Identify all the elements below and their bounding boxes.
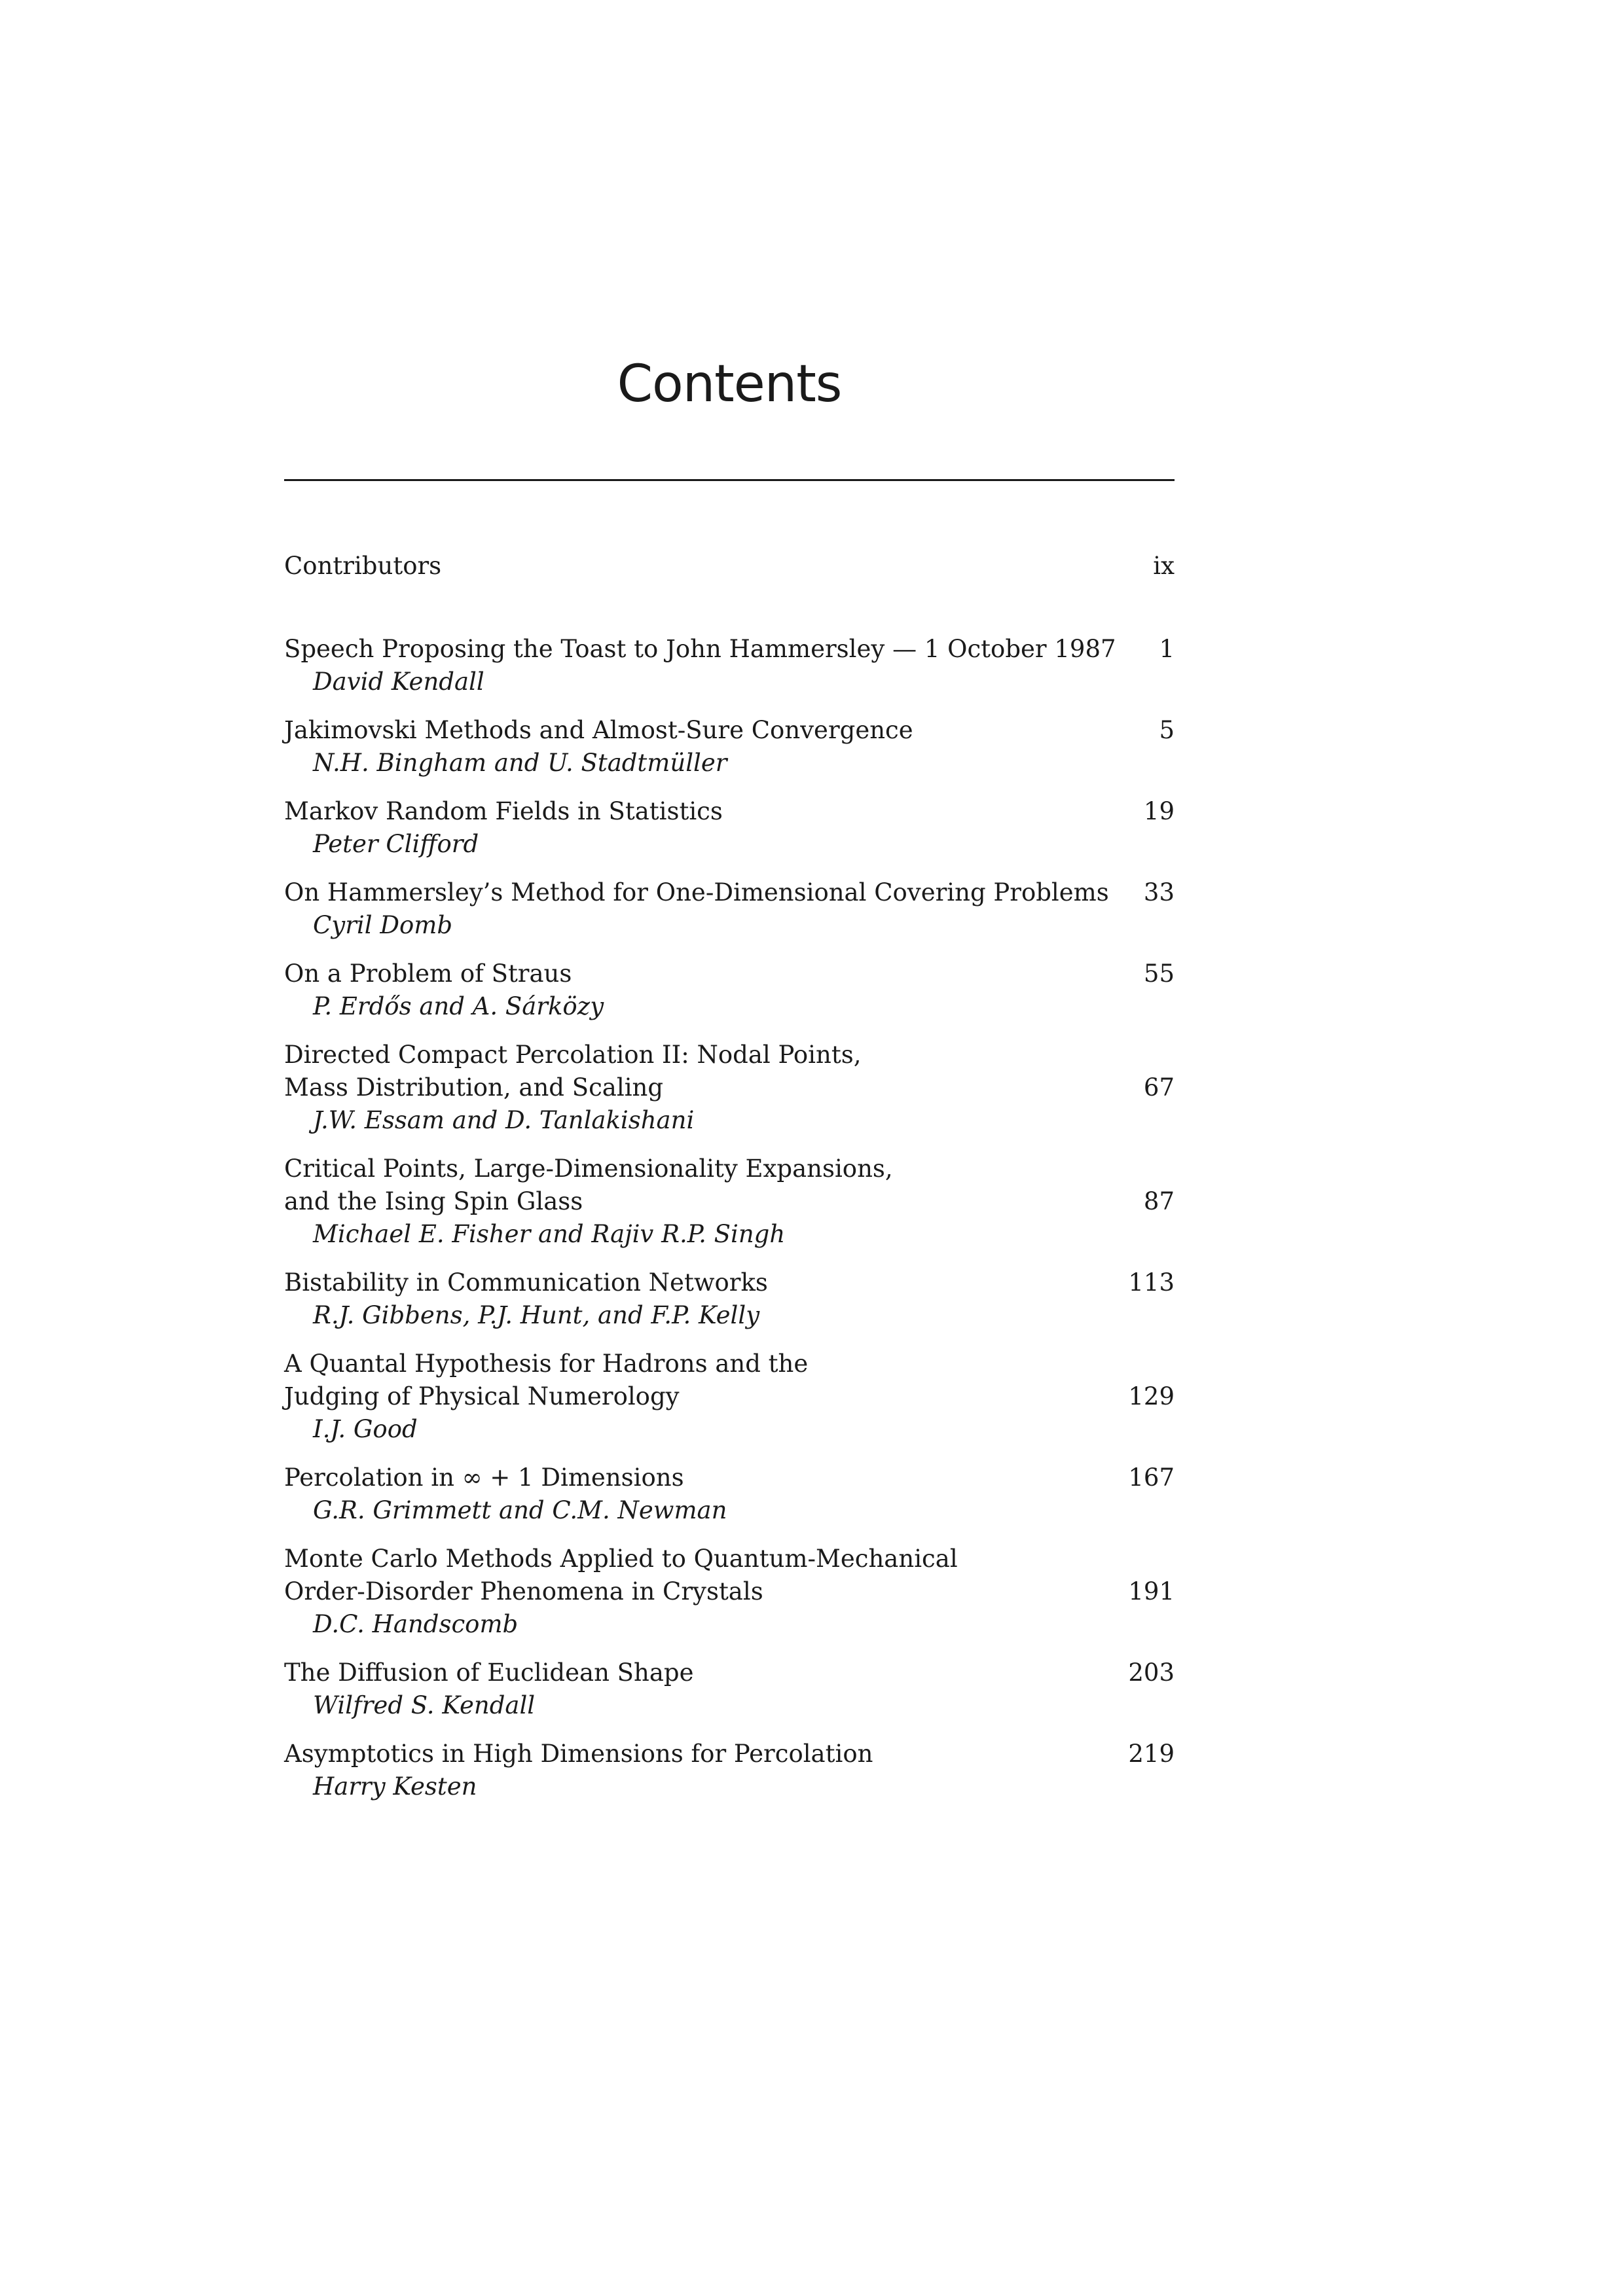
- entry-title: Monte Carlo Methods Applied to Quantum-Mechanical: [284, 1545, 958, 1573]
- entry-title: Mass Distribution, and Scaling: [284, 1073, 664, 1102]
- contents-entry[interactable]: [284, 1543, 1175, 1641]
- entry-authors: I.J. Good: [313, 1415, 418, 1443]
- entry-title: Markov Random Fields in Statistics: [284, 797, 723, 825]
- entry-title: Percolation in ∞ + 1 Dimensions: [284, 1463, 684, 1492]
- entry-title: Contributors: [284, 552, 442, 580]
- contents-entry[interactable]: [284, 1738, 1175, 1803]
- contents-entry[interactable]: [284, 1153, 1175, 1251]
- entry-page-number: 33: [1143, 878, 1175, 906]
- entry-page-number: 67: [1143, 1073, 1175, 1102]
- contents-entry[interactable]: [284, 1266, 1175, 1332]
- entry-authors: R.J. Gibbens, P.J. Hunt, and F.P. Kelly: [313, 1301, 760, 1329]
- contents-entry[interactable]: [284, 876, 1175, 942]
- entry-page-number: 87: [1143, 1187, 1175, 1215]
- contents-entry-contributors[interactable]: [284, 550, 1175, 583]
- entry-title: Judging of Physical Numerology: [284, 1382, 680, 1410]
- entry-title: Bistability in Communication Networks: [284, 1268, 768, 1297]
- entry-title: The Diffusion of Euclidean Shape: [284, 1659, 694, 1687]
- contents-list: [284, 550, 1175, 1803]
- contents-entry[interactable]: [284, 958, 1175, 1023]
- entry-title: A Quantal Hypothesis for Hadrons and the: [284, 1350, 809, 1378]
- page-title: Contents: [617, 355, 842, 414]
- contents-entry[interactable]: [284, 1657, 1175, 1722]
- entry-authors: G.R. Grimmett and C.M. Newman: [313, 1496, 727, 1524]
- entry-authors: N.H. Bingham and U. Stadtmüller: [313, 749, 727, 777]
- entry-title: Critical Points, Large-Dimensionality Expansions,: [284, 1155, 893, 1183]
- entry-title: On a Problem of Straus: [284, 960, 572, 988]
- contents-entry[interactable]: [284, 714, 1175, 780]
- entry-title: Jakimovski Methods and Almost-Sure Convergence: [284, 716, 913, 744]
- entry-title: Speech Proposing the Toast to John Hammersley — 1 October 1987: [284, 635, 1116, 663]
- entry-title: On Hammersley’s Method for One-Dimensional Covering Problems: [284, 878, 1109, 906]
- entry-title: Directed Compact Percolation II: Nodal Points,: [284, 1041, 862, 1069]
- contents-page: [284, 0, 1175, 2296]
- contents-entry[interactable]: [284, 633, 1175, 698]
- entry-authors: Michael E. Fisher and Rajiv R.P. Singh: [313, 1220, 786, 1248]
- entry-page-number: ix: [1153, 552, 1175, 580]
- entry-page-number: 203: [1128, 1659, 1175, 1687]
- title-rule: [284, 479, 1175, 481]
- entry-page-number: 219: [1128, 1740, 1175, 1768]
- contents-entry[interactable]: [284, 1348, 1175, 1446]
- entry-authors: Cyril Domb: [313, 911, 453, 939]
- entry-page-number: 19: [1143, 797, 1175, 825]
- entry-title: Asymptotics in High Dimensions for Percolation: [284, 1740, 873, 1768]
- entry-page-number: 55: [1143, 960, 1175, 988]
- entry-title: and the Ising Spin Glass: [284, 1187, 583, 1215]
- entry-authors: Wilfred S. Kendall: [313, 1691, 536, 1719]
- entry-authors: Harry Kesten: [313, 1772, 477, 1801]
- entry-page-number: 129: [1128, 1382, 1175, 1410]
- entry-authors: P. Erdős and A. Sárközy: [313, 992, 604, 1020]
- entry-page-number: 167: [1128, 1463, 1175, 1492]
- entry-page-number: 191: [1128, 1577, 1175, 1605]
- contents-entry[interactable]: [284, 1462, 1175, 1527]
- entry-authors: J.W. Essam and D. Tanlakishani: [313, 1106, 695, 1134]
- entry-title: Order-Disorder Phenomena in Crystals: [284, 1577, 763, 1605]
- entry-authors: David Kendall: [313, 668, 484, 696]
- contents-entry[interactable]: [284, 1039, 1175, 1137]
- entry-authors: D.C. Handscomb: [313, 1610, 519, 1638]
- entry-page-number: 1: [1159, 635, 1175, 663]
- entry-page-number: 5: [1159, 716, 1175, 744]
- entry-page-number: 113: [1128, 1268, 1175, 1297]
- contents-entry[interactable]: [284, 795, 1175, 861]
- entry-authors: Peter Clifford: [313, 830, 479, 858]
